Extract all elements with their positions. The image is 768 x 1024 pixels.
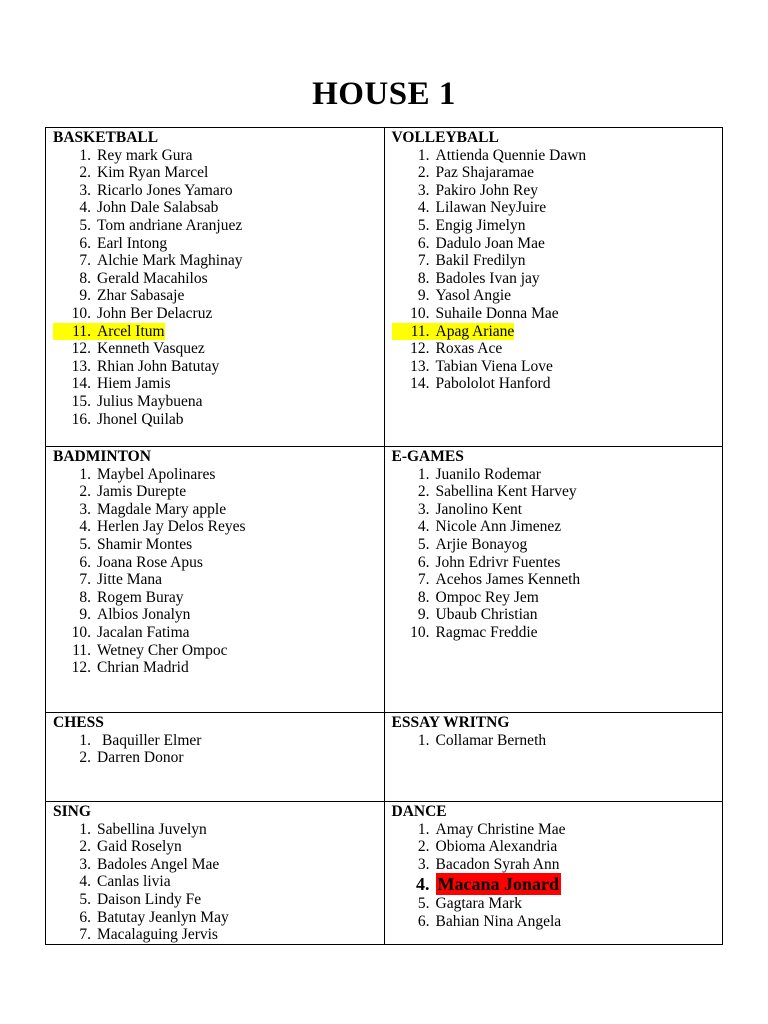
participant-item [392,147,716,165]
participant-number: 1. [79,146,91,164]
participant-list [392,466,716,642]
participant-list [53,732,377,767]
participant-item [392,340,716,358]
participant-name: Rogem Buray [97,588,184,606]
participant-number: 9. [79,287,91,305]
participant-item [53,518,377,536]
participant-number: 6. [417,234,430,252]
event-cell [46,128,385,447]
participant-item [53,589,377,607]
participant-name: Collamar Berneth [435,731,547,749]
participant-item [53,856,377,874]
participant-item [392,821,716,839]
participant-item [53,323,377,341]
participant-number: 13. [410,357,430,375]
participant-name: Paz Shajaramae [435,164,535,182]
participant-item [392,518,716,536]
participant-item [392,375,716,393]
participant-number: 2. [79,838,91,856]
participant-item [392,217,716,235]
participant-number: 1. [79,465,91,483]
participant-item [392,895,716,913]
participant-name: Chrian Madrid [97,659,189,677]
participant-name: Gagtara Mark [435,895,522,913]
participant-name: Shamir Montes [97,535,193,553]
participant-name: Janolino Kent [435,500,523,518]
participant-item [53,235,377,253]
participant-number: 3. [417,500,430,518]
participant-number: 11. [72,641,91,659]
participant-name: Joana Rose Apus [97,553,203,571]
participant-name: Sabellina Kent Harvey [435,483,577,501]
participant-name: Albios Jonalyn [97,606,191,624]
participant-number: 10. [410,304,430,322]
participant-name: Ragmac Freddie [435,623,538,641]
participant-item [53,606,377,624]
event-category: CHESS [53,714,104,731]
participant-item [53,147,377,165]
participant-name: Suhaile Donna Mae [435,304,559,322]
participant-number: 7. [79,252,91,270]
participant-number: 1. [417,731,430,749]
participant-list [53,466,377,677]
participant-number: 3. [79,181,91,199]
participant-name: Attienda Quennie Dawn [435,146,587,164]
participant-number: 1. [79,731,91,749]
events-row [46,447,723,713]
participant-item [392,182,716,200]
participant-item [53,554,377,572]
participant-name: Jamis Durepte [97,483,187,501]
participant-number: 8. [417,588,430,606]
event-cell [384,713,723,802]
participant-name: Tabian Viena Love [435,357,553,375]
participant-name: Jhonel Quilab [97,410,184,428]
participant-item [53,375,377,393]
participant-number: 5. [417,216,430,234]
participant-name: Batutay Jeanlyn May [97,908,229,926]
participant-number: 12. [71,340,91,358]
participant-item [392,624,716,642]
participant-number: 3. [417,181,430,199]
events-row [46,713,723,802]
participant-name: Ubaub Christian [435,606,538,624]
participant-item [392,571,716,589]
participant-number: 7. [417,252,430,270]
participant-number: 4. [79,199,91,217]
participant-item [53,909,377,927]
participant-item [392,501,716,519]
participant-number: 6. [79,553,91,571]
participant-item [392,483,716,501]
participant-number: 6. [79,908,91,926]
participant-name: Maybel Apolinares [97,465,216,483]
participant-item [392,856,716,874]
participant-name: John Ber Delacruz [97,304,213,322]
participant-number: 12. [410,340,430,358]
participant-item [53,732,377,750]
participant-item [392,838,716,856]
participant-number: 8. [79,588,91,606]
participant-name: Engig Jimelyn [435,216,526,234]
participant-name: Herlen Jay Delos Reyes [97,518,246,536]
participant-number: 1. [417,465,430,483]
participant-item [53,287,377,305]
participant-name: Apag Ariane [435,322,515,340]
participant-name: Pabololot Hanford [435,375,551,393]
participant-number: 4. [79,518,91,536]
participant-name: Sabellina Juvelyn [97,820,207,838]
participant-name: Arcel Itum [97,322,165,340]
event-category: SING [53,803,91,820]
participant-item [392,554,716,572]
participant-number: 7. [417,571,430,589]
participant-item [392,305,716,323]
participant-item [392,235,716,253]
participant-number: 4. [417,518,430,536]
participant-item [53,536,377,554]
participant-item [53,411,377,429]
participant-name: John Edrivr Fuentes [435,553,561,571]
participant-item [392,252,716,270]
participant-number: 2. [79,749,91,767]
participant-item [53,873,377,891]
participant-name: Macalaguing Jervis [97,926,218,944]
participant-number: 3. [79,855,91,873]
event-cell [46,713,385,802]
participant-item [53,252,377,270]
participant-item [53,571,377,589]
participant-item [392,287,716,305]
participant-number: 2. [79,164,91,182]
participant-number: 3. [79,500,91,518]
participant-name: Tom andriane Aranjuez [97,216,243,234]
event-category: E-GAMES [391,448,464,465]
participant-item [53,305,377,323]
participant-number: 9. [417,606,430,624]
participant-name: Daison Lindy Fe [97,890,202,908]
participant-list [392,147,716,393]
participant-item [53,340,377,358]
participant-name: Obioma Alexandria [435,838,558,856]
participant-list [53,821,377,944]
participant-name: Gaid Roselyn [97,838,182,856]
participant-number: 5. [79,535,91,553]
participant-number: 4. [79,873,91,891]
event-category: ESSAY WRITNG [391,714,510,731]
participant-number: 5. [79,890,91,908]
participant-item [53,270,377,288]
participant-name: Rey mark Gura [97,146,193,164]
participant-number: 12. [71,659,91,677]
participant-item [392,270,716,288]
participant-number: 2. [79,483,91,501]
participant-number: 6. [79,234,91,252]
participant-name: Bahian Nina Angela [435,912,562,930]
participant-number: 6. [417,553,430,571]
participant-name: Baquiller Elmer [102,731,202,749]
participant-name: Kenneth Vasquez [97,340,205,358]
participant-list [392,821,716,931]
participant-number: 1. [417,820,430,838]
participant-name: Jacalan Fatima [97,623,190,641]
participant-number: 11. [53,323,97,341]
participant-number: 8. [79,269,91,287]
participant-list [53,147,377,429]
participant-number: 5. [417,535,430,553]
participant-item [53,749,377,767]
participant-number: 8. [417,269,430,287]
participant-item [53,891,377,909]
participant-name: Rhian John Batutay [97,357,220,375]
participant-item [53,501,377,519]
participant-list [392,732,716,750]
participant-number: 11. [392,323,436,341]
participant-item [392,873,716,895]
participant-number: 10. [71,304,91,322]
participant-item [392,323,716,341]
participant-name: Magdale Mary apple [97,500,227,518]
participant-name: Roxas Ace [435,340,503,358]
participant-name: Macana Jonard [437,874,559,895]
participant-name: Kim Ryan Marcel [97,164,209,182]
events-table-body [46,128,723,945]
participant-item [53,199,377,217]
participant-number: 16. [71,410,91,428]
participant-number: 4. [416,874,430,895]
participant-item [392,732,716,750]
participant-name: Juanilo Rodemar [435,465,541,483]
event-category: BADMINTON [53,448,151,465]
participant-name: Nicole Ann Jimenez [435,518,562,536]
event-category: VOLLEYBALL [391,129,499,146]
participant-item [392,606,716,624]
events-row [46,128,723,447]
participant-item [392,913,716,931]
participant-name: Lilawan NeyJuire [435,199,547,217]
participant-name: Ricarlo Jones Yamaro [97,181,233,199]
events-row [46,802,723,945]
participant-item [392,589,716,607]
participant-name: Amay Christine Mae [435,820,566,838]
participant-number: 5. [417,895,430,913]
participant-number: 4. [417,199,430,217]
participant-name: Jitte Mana [97,571,162,589]
event-cell [384,128,723,447]
participant-name: Earl Intong [97,234,168,252]
participant-name: Acehos James Kenneth [435,571,581,589]
participant-number: 7. [79,571,91,589]
event-category: DANCE [391,803,447,820]
participant-number: 10. [71,623,91,641]
participant-name: Zhar Sabasaje [97,287,185,305]
participant-item [53,182,377,200]
event-category: BASKETBALL [53,129,159,146]
participant-item [53,659,377,677]
participant-number: 14. [410,375,430,393]
participant-item [53,483,377,501]
participant-name: Julius Maybuena [97,392,203,410]
participant-number: 1. [417,146,430,164]
participant-item [392,199,716,217]
participant-name: Alchie Mark Maghinay [97,252,243,270]
event-cell [46,447,385,713]
event-cell [384,447,723,713]
participant-number: 2. [417,483,430,501]
participant-number: 15. [71,392,91,410]
participant-number: 2. [417,164,430,182]
participant-item [53,821,377,839]
participant-number: 7. [79,926,91,944]
participant-name: Pakiro John Rey [435,181,538,199]
participant-name: John Dale Salabsab [97,199,219,217]
participant-item [392,164,716,182]
participant-item [392,536,716,554]
participant-number: 9. [417,287,430,305]
participant-name: Bakil Fredilyn [435,252,526,270]
participant-name: Badoles Angel Mae [97,855,220,873]
participant-name: Wetney Cher Ompoc [97,641,228,659]
participant-name: Canlas livia [97,873,171,891]
participant-item [53,358,377,376]
page-title: HOUSE 1 [312,76,456,112]
participant-name: Bacadon Syrah Ann [435,855,560,873]
participant-name: Hiem Jamis [97,375,171,393]
participant-number: 1. [79,820,91,838]
participant-number: 2. [417,838,430,856]
participant-item [53,393,377,411]
participant-item [392,358,716,376]
event-cell [46,802,385,945]
participant-item [53,164,377,182]
participant-name: Gerald Macahilos [97,269,208,287]
participant-number: 14. [71,375,91,393]
participant-number: 10. [410,623,430,641]
participant-name: Dadulo Joan Mae [435,234,545,252]
participant-name: Badoles Ivan jay [435,269,540,287]
participant-item [53,624,377,642]
participant-item [53,466,377,484]
participant-name: Darren Donor [97,749,184,767]
participant-name: Arjie Bonayog [435,535,528,553]
participant-item [53,926,377,944]
participant-name: Ompoc Rey Jem [435,588,539,606]
event-cell [384,802,723,945]
participant-number: 6. [417,912,430,930]
participant-item [53,838,377,856]
participant-number: 13. [71,357,91,375]
participant-item [53,217,377,235]
participant-item [392,466,716,484]
participant-number: 5. [79,216,91,234]
participant-item [53,642,377,660]
participant-number: 9. [79,606,91,624]
events-table [45,127,723,945]
participant-name: Yasol Angie [435,287,512,305]
participant-number: 3. [417,855,430,873]
